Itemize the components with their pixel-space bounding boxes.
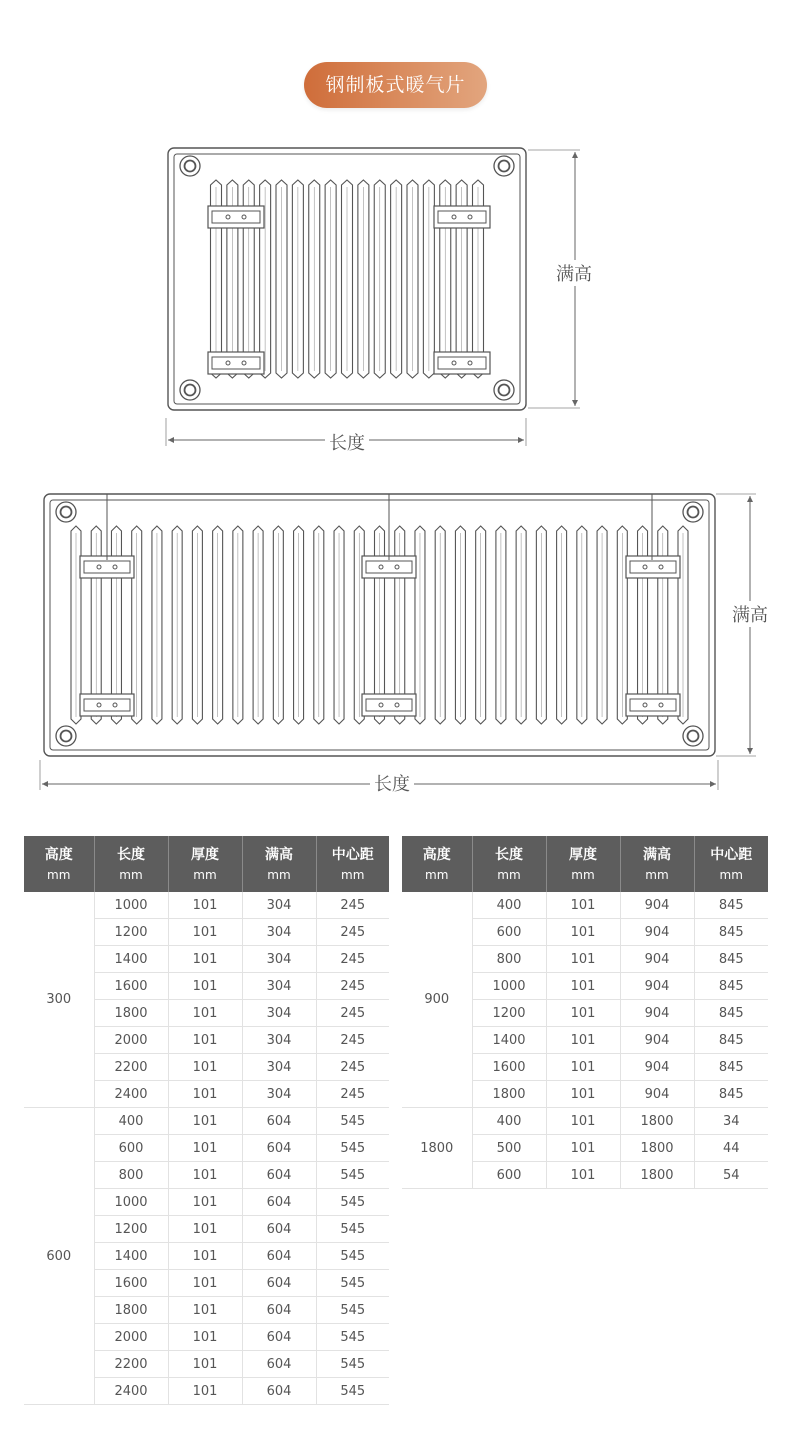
table-cell: 101 xyxy=(168,1162,242,1189)
table-cell: 245 xyxy=(316,1081,389,1108)
mounting-bracket xyxy=(208,206,264,228)
table-row xyxy=(24,892,389,919)
table-cell: 604 xyxy=(242,1243,316,1270)
table-cell: 101 xyxy=(168,919,242,946)
table-cell: 604 xyxy=(242,1324,316,1351)
table-cell: 245 xyxy=(316,1054,389,1081)
table-cell: 845 xyxy=(694,919,768,946)
table-cell: 1400 xyxy=(94,1243,168,1270)
table-cell: 800 xyxy=(94,1162,168,1189)
table-cell: 101 xyxy=(168,1243,242,1270)
mount-hole-icon xyxy=(494,380,514,400)
table-cell: 304 xyxy=(242,1000,316,1027)
table-cell: 604 xyxy=(242,1297,316,1324)
height-group-cell: 300 xyxy=(24,892,94,1108)
arrow-icon xyxy=(42,781,48,787)
table-cell: 904 xyxy=(620,892,694,919)
table-cell: 1400 xyxy=(94,946,168,973)
arrow-icon xyxy=(747,748,753,754)
mount-hole-icon xyxy=(683,726,703,746)
table-cell: 545 xyxy=(316,1378,389,1405)
table-cell: 304 xyxy=(242,973,316,1000)
arrow-icon xyxy=(168,437,174,443)
table-cell: 600 xyxy=(94,1135,168,1162)
large-radiator-diagram xyxy=(0,480,790,810)
table-cell: 101 xyxy=(546,919,620,946)
mounting-bracket xyxy=(626,694,680,716)
arrow-icon xyxy=(518,437,524,443)
table-cell: 101 xyxy=(168,1324,242,1351)
table-cell: 101 xyxy=(168,1378,242,1405)
table-cell: 1800 xyxy=(620,1135,694,1162)
section-title-badge: 钢制板式暖气片 xyxy=(304,62,487,108)
table-cell: 101 xyxy=(546,946,620,973)
table-cell: 545 xyxy=(316,1324,389,1351)
mount-hole-icon xyxy=(180,156,200,176)
table-cell: 34 xyxy=(694,1108,768,1135)
table-cell: 545 xyxy=(316,1351,389,1378)
table-cell: 1000 xyxy=(94,892,168,919)
table-cell: 545 xyxy=(316,1270,389,1297)
table-cell: 101 xyxy=(546,892,620,919)
table-cell: 1800 xyxy=(472,1081,546,1108)
table-cell: 400 xyxy=(472,1108,546,1135)
table-cell: 604 xyxy=(242,1270,316,1297)
table-cell: 604 xyxy=(242,1378,316,1405)
table-cell: 304 xyxy=(242,1054,316,1081)
large-height-label: 满高 xyxy=(728,601,772,627)
table-cell: 2400 xyxy=(94,1378,168,1405)
mounting-bracket xyxy=(362,694,416,716)
table-cell: 101 xyxy=(168,1027,242,1054)
table-cell: 604 xyxy=(242,1351,316,1378)
table-cell: 101 xyxy=(168,1054,242,1081)
small-length-label: 长度 xyxy=(325,429,369,455)
table-cell: 904 xyxy=(620,1000,694,1027)
table-cell: 604 xyxy=(242,1162,316,1189)
table-cell: 845 xyxy=(694,1000,768,1027)
table-cell: 2000 xyxy=(94,1027,168,1054)
table-cell: 904 xyxy=(620,1081,694,1108)
table-cell: 2400 xyxy=(94,1081,168,1108)
table-cell: 400 xyxy=(94,1108,168,1135)
table-cell: 600 xyxy=(472,919,546,946)
table-cell: 845 xyxy=(694,973,768,1000)
table-cell: 845 xyxy=(694,1027,768,1054)
table-cell: 101 xyxy=(168,973,242,1000)
table-cell: 245 xyxy=(316,1027,389,1054)
table-cell: 800 xyxy=(472,946,546,973)
table-cell: 101 xyxy=(168,1000,242,1027)
large-length-label: 长度 xyxy=(370,770,414,796)
table-cell: 304 xyxy=(242,919,316,946)
table-cell: 101 xyxy=(168,1081,242,1108)
mount-hole-icon xyxy=(683,502,703,522)
arrow-icon xyxy=(572,152,578,158)
table-cell: 2200 xyxy=(94,1054,168,1081)
table-cell: 245 xyxy=(316,1000,389,1027)
mounting-bracket xyxy=(208,352,264,374)
table-cell: 1000 xyxy=(94,1189,168,1216)
table-cell: 101 xyxy=(546,1081,620,1108)
table-cell: 1000 xyxy=(472,973,546,1000)
spec-table-left xyxy=(24,836,389,1405)
table-header-row xyxy=(24,836,389,892)
table-cell: 1800 xyxy=(620,1108,694,1135)
table-cell: 1600 xyxy=(94,1270,168,1297)
table-cell: 545 xyxy=(316,1297,389,1324)
table-cell: 101 xyxy=(546,1108,620,1135)
table-cell: 904 xyxy=(620,1027,694,1054)
table-row xyxy=(402,892,768,919)
column-header: 中心距 mm xyxy=(316,836,389,892)
mount-hole-icon xyxy=(56,726,76,746)
table-cell: 604 xyxy=(242,1108,316,1135)
arrow-icon xyxy=(710,781,716,787)
mount-hole-icon xyxy=(494,156,514,176)
height-group-cell: 600 xyxy=(24,1108,94,1405)
column-header: 厚度 mm xyxy=(168,836,242,892)
table-row xyxy=(402,1108,768,1135)
table-cell: 904 xyxy=(620,946,694,973)
table-cell: 1200 xyxy=(472,1000,546,1027)
table-cell: 545 xyxy=(316,1216,389,1243)
table-cell: 101 xyxy=(168,1270,242,1297)
mounting-bracket xyxy=(434,352,490,374)
table-cell: 101 xyxy=(168,892,242,919)
table-cell: 604 xyxy=(242,1216,316,1243)
table-cell: 1800 xyxy=(94,1297,168,1324)
table-cell: 545 xyxy=(316,1162,389,1189)
column-header: 长度 mm xyxy=(472,836,546,892)
table-cell: 304 xyxy=(242,946,316,973)
table-cell: 500 xyxy=(472,1135,546,1162)
table-cell: 101 xyxy=(168,946,242,973)
mount-hole-icon xyxy=(180,380,200,400)
table-cell: 101 xyxy=(168,1297,242,1324)
table-cell: 304 xyxy=(242,892,316,919)
table-cell: 845 xyxy=(694,946,768,973)
table-cell: 101 xyxy=(168,1189,242,1216)
table-cell: 1400 xyxy=(472,1027,546,1054)
table-cell: 245 xyxy=(316,946,389,973)
table-cell: 604 xyxy=(242,1135,316,1162)
table-cell: 54 xyxy=(694,1162,768,1189)
column-header: 高度 mm xyxy=(24,836,94,892)
table-cell: 904 xyxy=(620,1054,694,1081)
table-cell: 1600 xyxy=(472,1054,546,1081)
small-height-label: 满高 xyxy=(552,260,596,286)
table-cell: 400 xyxy=(472,892,546,919)
table-cell: 101 xyxy=(168,1135,242,1162)
column-header: 长度 mm xyxy=(94,836,168,892)
table-cell: 545 xyxy=(316,1243,389,1270)
table-cell: 101 xyxy=(168,1108,242,1135)
table-cell: 304 xyxy=(242,1081,316,1108)
mount-hole-icon xyxy=(56,502,76,522)
column-header: 满高 mm xyxy=(620,836,694,892)
table-cell: 101 xyxy=(546,1054,620,1081)
table-cell: 304 xyxy=(242,1027,316,1054)
table-cell: 2200 xyxy=(94,1351,168,1378)
table-cell: 1200 xyxy=(94,1216,168,1243)
table-cell: 845 xyxy=(694,1081,768,1108)
table-cell: 1800 xyxy=(94,1000,168,1027)
column-header: 中心距 mm xyxy=(694,836,768,892)
mounting-bracket xyxy=(626,556,680,578)
table-cell: 545 xyxy=(316,1189,389,1216)
table-cell: 545 xyxy=(316,1108,389,1135)
table-cell: 101 xyxy=(546,1162,620,1189)
table-cell: 101 xyxy=(546,1027,620,1054)
small-radiator-diagram xyxy=(0,0,790,470)
column-header: 厚度 mm xyxy=(546,836,620,892)
table-cell: 604 xyxy=(242,1189,316,1216)
table-cell: 845 xyxy=(694,1054,768,1081)
table-cell: 904 xyxy=(620,973,694,1000)
table-cell: 245 xyxy=(316,892,389,919)
table-row xyxy=(24,1108,389,1135)
table-cell: 845 xyxy=(694,892,768,919)
table-cell: 245 xyxy=(316,973,389,1000)
table-cell: 101 xyxy=(546,1000,620,1027)
column-header: 高度 mm xyxy=(402,836,472,892)
arrow-icon xyxy=(747,496,753,502)
column-header: 满高 mm xyxy=(242,836,316,892)
mounting-bracket xyxy=(434,206,490,228)
table-cell: 245 xyxy=(316,919,389,946)
height-group-cell: 900 xyxy=(402,892,472,1108)
table-cell: 101 xyxy=(546,973,620,1000)
table-cell: 904 xyxy=(620,919,694,946)
mounting-bracket xyxy=(80,694,134,716)
table-cell: 545 xyxy=(316,1135,389,1162)
table-cell: 1600 xyxy=(94,973,168,1000)
table-cell: 1800 xyxy=(620,1162,694,1189)
table-header-row xyxy=(402,836,768,892)
table-cell: 101 xyxy=(168,1351,242,1378)
arrow-icon xyxy=(572,400,578,406)
table-cell: 101 xyxy=(546,1135,620,1162)
table-cell: 600 xyxy=(472,1162,546,1189)
table-cell: 44 xyxy=(694,1135,768,1162)
height-group-cell: 1800 xyxy=(402,1108,472,1189)
table-cell: 2000 xyxy=(94,1324,168,1351)
spec-table-right xyxy=(402,836,768,1189)
table-cell: 1200 xyxy=(94,919,168,946)
table-cell: 101 xyxy=(168,1216,242,1243)
